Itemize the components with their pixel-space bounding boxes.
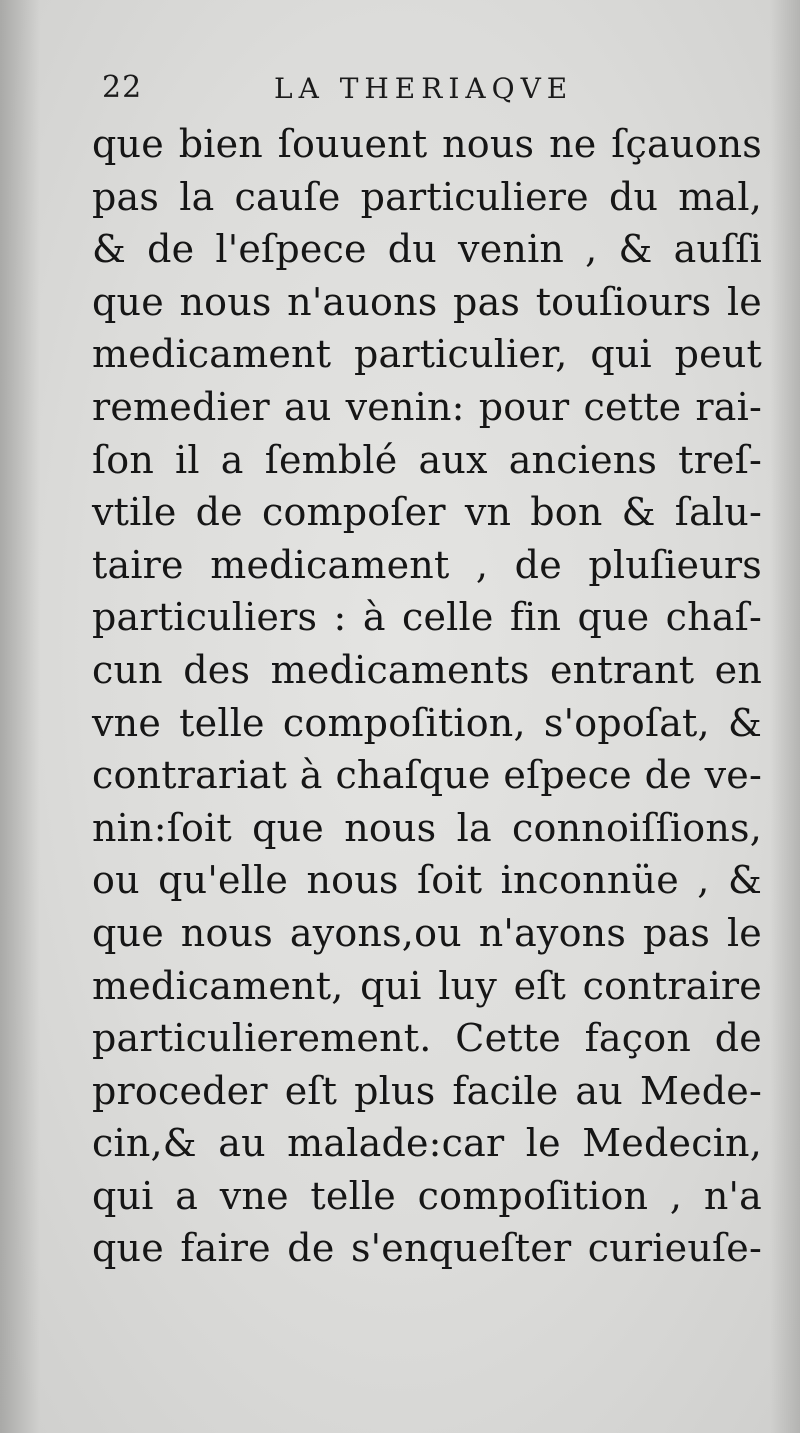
text-line: proceder eſt plus facile au Mede- bbox=[92, 1068, 762, 1113]
text-line: cin,& au malade:car le Medecin, bbox=[92, 1121, 762, 1166]
text-line: particulierement. Cette façon de bbox=[92, 1016, 762, 1061]
text-line: taire medicament , de pluſieurs bbox=[92, 542, 762, 587]
page-header bbox=[102, 70, 740, 110]
text-line: remedier au venin: pour cette rai- bbox=[92, 384, 762, 429]
text-line: contrariat à chaſque eſpece de ve- bbox=[92, 753, 762, 798]
text-line: vne telle compoſition, s'opoſat, & bbox=[92, 700, 762, 745]
text-line: pas la cauſe particuliere du mal, bbox=[92, 174, 762, 219]
text-line: particuliers : à celle fin que chaſ- bbox=[92, 595, 762, 640]
body-text bbox=[92, 118, 762, 1275]
text-line: que faire de s'enqueſter curieuſe- bbox=[92, 1226, 762, 1271]
text-line: ſon il a ſemblé aux anciens treſ- bbox=[92, 437, 762, 482]
text-line: cun des medicaments entrant en bbox=[92, 647, 762, 692]
text-line: & de l'eſpece du venin , & auſſi bbox=[92, 227, 762, 272]
text-line: medicament particulier, qui peut bbox=[92, 332, 762, 377]
text-line: que nous n'auons pas touſiours le bbox=[92, 279, 762, 324]
text-line: que bien ſouuent nous ne ſçauons bbox=[92, 122, 762, 166]
text-line: medicament, qui luy eſt contraire bbox=[92, 963, 762, 1008]
text-line: nin:ſoit que nous la connoiſſions, bbox=[92, 805, 762, 850]
text-line: qui a vne telle compoſition , n'a bbox=[92, 1173, 762, 1218]
text-line: que nous ayons,ou n'ayons pas le bbox=[92, 910, 762, 955]
page-number: 22 bbox=[102, 70, 143, 105]
text-line: vtile de compoſer vn bon & ſalu- bbox=[92, 490, 762, 535]
text-line: ou qu'elle nous ſoit inconnüe , & bbox=[92, 858, 762, 903]
running-head: LA THERIAQVE bbox=[274, 72, 574, 105]
